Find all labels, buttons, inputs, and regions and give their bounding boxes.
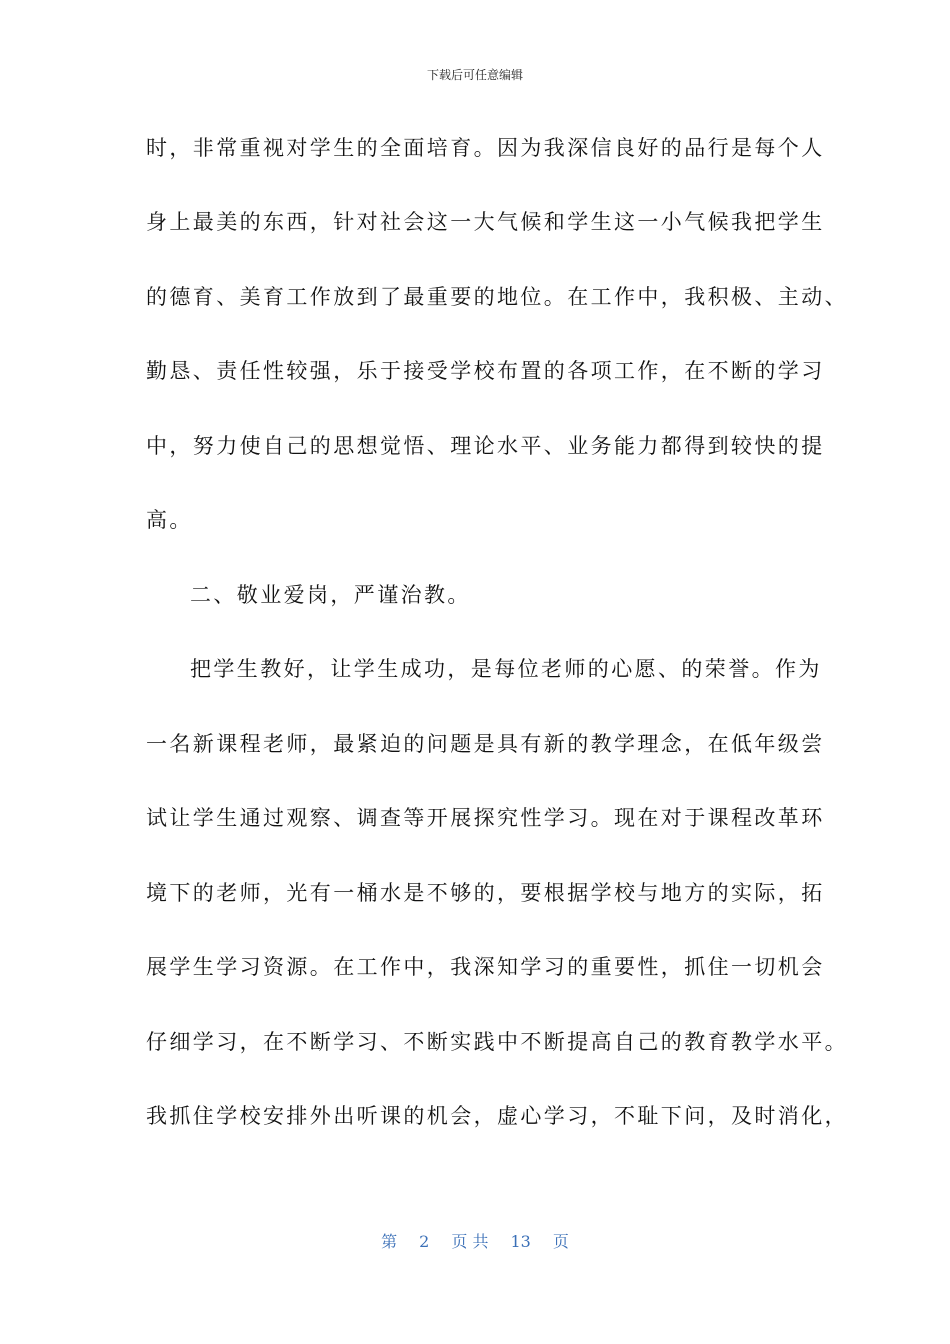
paragraph-line: 我抓住学校安排外出听课的机会，虚心学习，不耻下问，及时消化， [146,1104,848,1128]
total-pages-number: 13 [510,1232,531,1251]
footer-suffix: 页 [552,1232,569,1251]
section-heading: 二、敬业爱岗，严谨治教。 [190,583,471,607]
paragraph-line: 中，努力使自己的思想觉悟、理论水平、业务能力都得到较快的提 [146,434,825,458]
paragraph-line: 勤恳、责任性较强，乐于接受学校布置的各项工作，在不断的学习 [146,359,825,383]
page-header: 下载后可任意编辑 [426,68,523,82]
footer-prefix: 第 [381,1232,398,1251]
paragraph-line: 境下的老师，光有一桶水是不够的，要根据学校与地方的实际，拓 [146,881,825,905]
paragraph-line: 仔细学习，在不断学习、不断实践中不断提高自己的教育教学水平。 [146,1030,848,1054]
paragraph-line: 试让学生通过观察、调查等开展探究性学习。现在对于课程改革环 [146,806,825,830]
paragraph-line: 身上最美的东西，针对社会这一大气候和学生这一小气候我把学生 [146,210,825,234]
current-page-number: 2 [419,1232,430,1251]
paragraph-line: 一名新课程老师，最紧迫的问题是具有新的教学理念，在低年级尝 [146,732,825,756]
paragraph-line: 的德育、美育工作放到了最重要的地位。在工作中，我积极、主动、 [146,285,848,309]
paragraph-line: 高。 [146,508,193,532]
paragraph-line: 展学生学习资源。在工作中，我深知学习的重要性，抓住一切机会 [146,955,825,979]
paragraph-line: 时，非常重视对学生的全面培育。因为我深信良好的品行是每个人 [146,136,825,160]
page-footer [0,1229,950,1252]
footer-middle: 页 共 [451,1232,489,1251]
paragraph-line: 把学生教好，让学生成功，是每位老师的心愿、的荣誉。作为 [190,657,822,681]
